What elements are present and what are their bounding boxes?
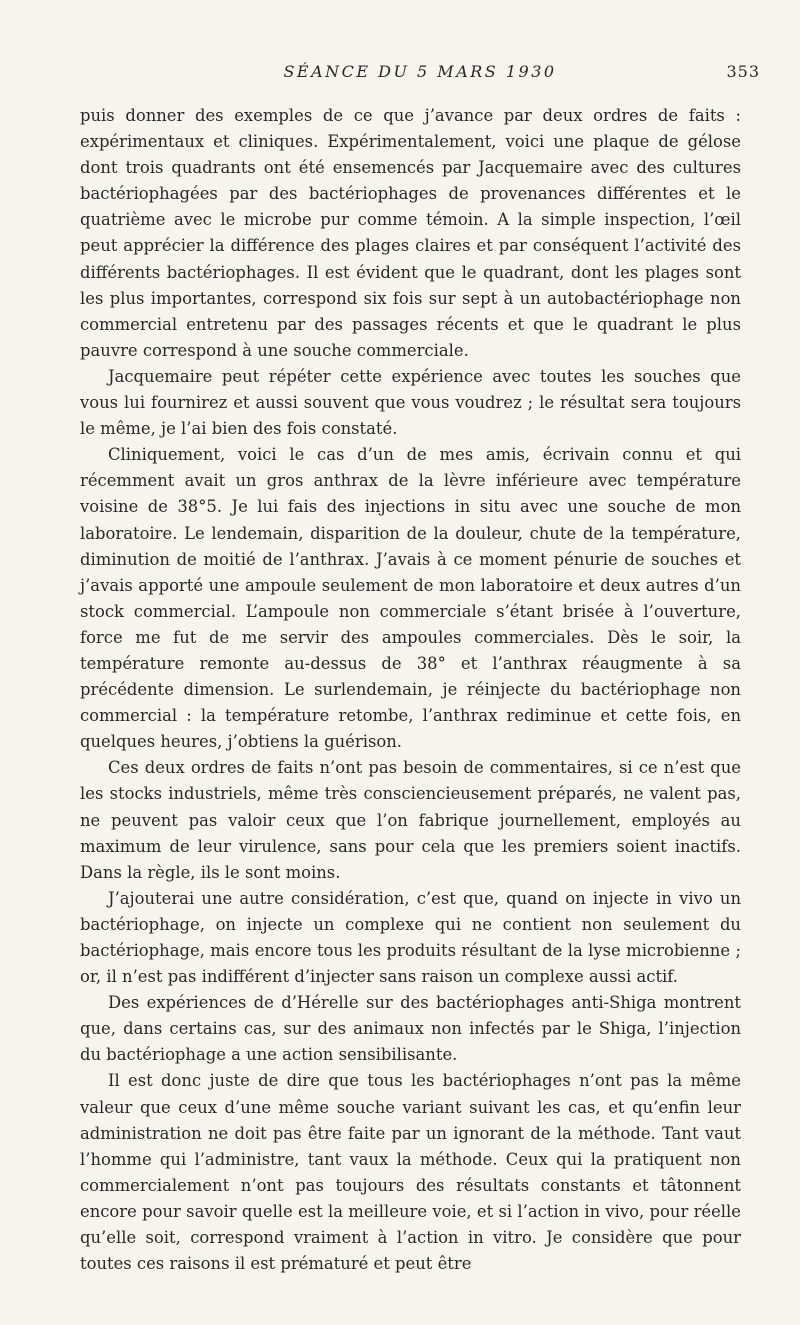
paragraph-herelle: Des expériences de d’Hérelle sur des bactériophages anti-Shiga montrent que, dans certains cas, sur des animaux non infectés par le Shiga, l’injection du bactériophage a une action sensibilisante.: [80, 993, 741, 1065]
paragraph-continuation: puis donner des exemples de ce que j’avance par deux ordres de faits : expérimentaux et cliniques. Expérimentalement, voici une plaque de gélose dont trois quadrants ont été ensemencés par Jacquemaire avec des cultures bactériophagées par des bactériophages de provenances différentes et le quatrième avec le microbe pur comme témoin. A la simple inspection, l’œil peut apprécier la différence des plages claires et par conséquent l’activité des différents bactériophages. Il est évident que le quadrant, dont les plages sont les plus importantes, correspond six fois sur sept à un autobactériophage non commercial entretenu par des passages récents et que le quadrant le plus pauvre correspond à une souche commerciale.: [80, 106, 741, 360]
paragraph-jacquemaire: Jacquemaire peut répéter cette expérience avec toutes les souches que vous lui fournirez et aussi souvent que vous voudrez ; le résultat sera toujours le même, je l’ai bien des fois constaté.: [80, 366, 741, 439]
paragraph-conclusion: Il est donc juste de dire que tous les bactériophages n’ont pas la même valeur que ceux d’une même souche variant suivant les cas, et qu’enfin leur administration ne doit pas être faite par un ignorant de la méthode. Tant vaut l’homme qui l’administre, tant vaux la méthode. Ceux qui la pratiquent non commercialement n’ont pas toujours des résultats constants et tâtonnent encore pour savoir quelle est la meilleure voie, et si l’action in vivo, pour réelle qu’elle soit, correspond vraiment à l’action in vitro. Je considère que pour toutes ces raisons il est prématuré et peut être: [80, 1071, 741, 1274]
body-text: [80, 103, 741, 1277]
paragraph-clinical-case: Cliniquement, voici le cas d’un de mes amis, écrivain connu et qui récemment avait un gros anthrax de la lèvre inférieure avec température voisine de 38°5. Je lui fais des injections in situ avec une souche de mon laboratoire. Le lendemain, disparition de la douleur, chute de la température, diminution de moitié de l’anthrax. J’avais à ce moment pénurie de souches et j’avais apporté une ampoule seulement de mon laboratoire et deux autres d’un stock commercial. L’ampoule non commerciale s’étant brisée à l’ouverture, force me fut de me servir des ampoules commerciales. Dès le soir, la température remonte au-dessus de 38° et l’anthrax réaugmente à sa précédente dimension. Le surlendemain, je réinjecte du bactériophage non commercial : la température retombe, l’anthrax rediminue et cette fois, en quelques heures, j’obtiens la guérison.: [80, 445, 741, 752]
running-title: SÉANCE DU 5 MARS 1930: [283, 62, 557, 81]
paragraph-in-vivo: J’ajouterai une autre considération, c’est que, quand on injecte in vivo un bactériophage, on injecte un complexe qui ne contient non seulement du bactériophage, mais encore tous les produits résultant de la lyse microbienne ; or, il n’est pas indifférent d’injecter sans raison un complexe aussi actif.: [80, 888, 741, 987]
running-header: [80, 62, 760, 84]
page-number: 353: [726, 62, 760, 81]
paragraph-commentary: Ces deux ordres de faits n’ont pas besoin de commentaires, si ce n’est que les stocks industriels, même très consciencieusement préparés, ne valent pas, ne peuvent pas valoir ceux que l’on fabrique journellement, employés au maximum de leur virulence, sans pour cela que les premiers soient inactifs. Dans la règle, ils le sont moins.: [80, 758, 741, 882]
